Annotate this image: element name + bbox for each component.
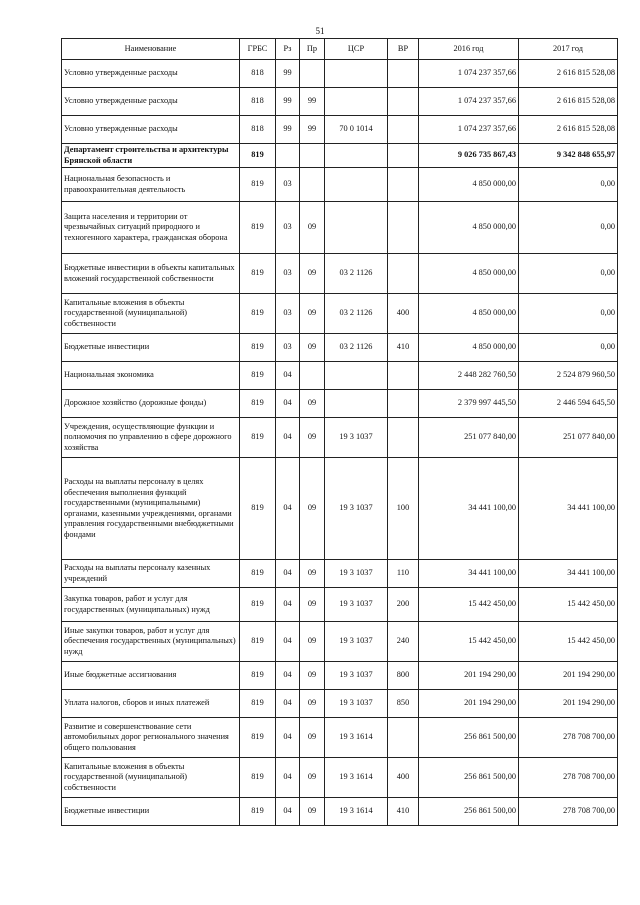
cell-grbs: 818 — [240, 88, 276, 116]
cell-vr — [388, 254, 419, 294]
cell-vr: 410 — [388, 798, 419, 826]
cell-vr: 800 — [388, 662, 419, 690]
cell-csr: 19 3 1037 — [325, 588, 388, 622]
cell-2016: 4 850 000,00 — [419, 168, 519, 202]
cell-rz: 03 — [276, 254, 300, 294]
cell-grbs: 819 — [240, 622, 276, 662]
cell-2017: 34 441 100,00 — [519, 458, 618, 560]
cell-grbs: 818 — [240, 60, 276, 88]
cell-2016: 1 074 237 357,66 — [419, 88, 519, 116]
cell-rz: 04 — [276, 622, 300, 662]
cell-2017: 2 446 594 645,50 — [519, 390, 618, 418]
cell-name: Бюджетные инвестиции в объекты капитальных вложений государственной собственности — [62, 254, 240, 294]
cell-name: Уплата налогов, сборов и иных платежей — [62, 690, 240, 718]
cell-2016: 1 074 237 357,66 — [419, 116, 519, 144]
cell-rz: 03 — [276, 202, 300, 254]
cell-rz: 04 — [276, 798, 300, 826]
cell-2017: 15 442 450,00 — [519, 588, 618, 622]
cell-pr: 09 — [300, 390, 325, 418]
cell-2017: 2 524 879 960,50 — [519, 362, 618, 390]
cell-grbs: 819 — [240, 758, 276, 798]
table-row — [62, 334, 618, 362]
cell-grbs: 819 — [240, 588, 276, 622]
cell-pr: 09 — [300, 718, 325, 758]
cell-rz: 04 — [276, 458, 300, 560]
cell-2016: 34 441 100,00 — [419, 458, 519, 560]
cell-name: Иные бюджетные ассигнования — [62, 662, 240, 690]
table-row — [62, 60, 618, 88]
cell-csr: 19 3 1037 — [325, 662, 388, 690]
cell-grbs: 819 — [240, 560, 276, 588]
cell-vr — [388, 60, 419, 88]
header-2016: 2016 год — [419, 39, 519, 60]
cell-grbs: 819 — [240, 690, 276, 718]
cell-vr — [388, 202, 419, 254]
cell-csr: 19 3 1614 — [325, 758, 388, 798]
cell-grbs: 819 — [240, 334, 276, 362]
cell-pr: 99 — [300, 116, 325, 144]
cell-rz: 04 — [276, 662, 300, 690]
cell-name: Условно утвержденные расходы — [62, 60, 240, 88]
cell-pr — [300, 362, 325, 390]
page-number: 51 — [315, 26, 325, 36]
table-row — [62, 662, 618, 690]
cell-rz: 04 — [276, 418, 300, 458]
cell-pr — [300, 168, 325, 202]
table-row — [62, 144, 618, 168]
cell-csr: 19 3 1037 — [325, 690, 388, 718]
cell-csr — [325, 362, 388, 390]
table-row — [62, 168, 618, 202]
cell-csr — [325, 88, 388, 116]
cell-2016: 2 379 997 445,50 — [419, 390, 519, 418]
cell-grbs: 819 — [240, 254, 276, 294]
cell-2017: 0,00 — [519, 294, 618, 334]
cell-pr: 09 — [300, 798, 325, 826]
cell-pr: 09 — [300, 758, 325, 798]
cell-csr — [325, 60, 388, 88]
cell-name: Закупка товаров, работ и услуг для государственных (муниципальных) нужд — [62, 588, 240, 622]
cell-pr: 09 — [300, 690, 325, 718]
cell-pr: 09 — [300, 662, 325, 690]
table-row — [62, 798, 618, 826]
cell-vr — [388, 418, 419, 458]
cell-rz: 04 — [276, 718, 300, 758]
cell-pr: 09 — [300, 622, 325, 662]
table-row — [62, 294, 618, 334]
cell-vr — [388, 116, 419, 144]
cell-name: Условно утвержденные расходы — [62, 116, 240, 144]
cell-2017: 278 708 700,00 — [519, 758, 618, 798]
cell-pr: 09 — [300, 294, 325, 334]
cell-name: Учреждения, осуществляющие функции и полномочия по управлению в сфере дорожного хозяйства — [62, 418, 240, 458]
cell-csr — [325, 390, 388, 418]
cell-name: Бюджетные инвестиции — [62, 334, 240, 362]
table-header-row — [62, 39, 618, 60]
cell-rz: 99 — [276, 60, 300, 88]
cell-pr: 09 — [300, 202, 325, 254]
cell-vr: 100 — [388, 458, 419, 560]
cell-2017: 9 342 848 655,97 — [519, 144, 618, 168]
cell-grbs: 819 — [240, 168, 276, 202]
header-2017: 2017 год — [519, 39, 618, 60]
cell-2016: 1 074 237 357,66 — [419, 60, 519, 88]
cell-rz: 04 — [276, 690, 300, 718]
cell-csr: 03 2 1126 — [325, 334, 388, 362]
cell-pr — [300, 144, 325, 168]
cell-2016: 201 194 290,00 — [419, 690, 519, 718]
cell-grbs: 819 — [240, 202, 276, 254]
cell-grbs: 818 — [240, 116, 276, 144]
table-row — [62, 116, 618, 144]
cell-grbs: 819 — [240, 662, 276, 690]
cell-rz: 03 — [276, 168, 300, 202]
table-row — [62, 254, 618, 294]
cell-csr — [325, 168, 388, 202]
cell-vr — [388, 88, 419, 116]
cell-rz: 04 — [276, 390, 300, 418]
cell-csr: 19 3 1037 — [325, 418, 388, 458]
cell-name: Департамент строительства и архитектуры Брянской области — [62, 144, 240, 168]
cell-csr: 19 3 1037 — [325, 458, 388, 560]
cell-2017: 0,00 — [519, 334, 618, 362]
cell-name: Национальная безопасность и правоохранительная деятельность — [62, 168, 240, 202]
cell-2017: 2 616 815 528,08 — [519, 88, 618, 116]
cell-2016: 4 850 000,00 — [419, 202, 519, 254]
cell-2016: 4 850 000,00 — [419, 254, 519, 294]
cell-vr: 110 — [388, 560, 419, 588]
table-row — [62, 418, 618, 458]
cell-name: Развитие и совершенствование сети автомобильных дорог регионального значения общего пользования — [62, 718, 240, 758]
cell-name: Условно утвержденные расходы — [62, 88, 240, 116]
table-row — [62, 690, 618, 718]
header-pr: Пр — [300, 39, 325, 60]
cell-2016: 256 861 500,00 — [419, 798, 519, 826]
cell-vr: 240 — [388, 622, 419, 662]
table-row — [62, 458, 618, 560]
table-row — [62, 560, 618, 588]
cell-2017: 0,00 — [519, 254, 618, 294]
cell-2016: 15 442 450,00 — [419, 588, 519, 622]
cell-csr — [325, 144, 388, 168]
cell-csr: 19 3 1614 — [325, 718, 388, 758]
cell-rz: 03 — [276, 334, 300, 362]
cell-rz: 99 — [276, 116, 300, 144]
cell-rz: 04 — [276, 560, 300, 588]
cell-grbs: 819 — [240, 458, 276, 560]
cell-2017: 34 441 100,00 — [519, 560, 618, 588]
cell-pr: 09 — [300, 560, 325, 588]
cell-rz: 04 — [276, 758, 300, 798]
cell-2016: 2 448 282 760,50 — [419, 362, 519, 390]
cell-2017: 201 194 290,00 — [519, 690, 618, 718]
cell-name: Расходы на выплаты персоналу в целях обеспечения выполнения функций государственными (муниципальными) органами, казенными учреждениями, органами управления государственными внебюджетными фондами — [62, 458, 240, 560]
cell-2017: 2 616 815 528,08 — [519, 116, 618, 144]
table-row — [62, 588, 618, 622]
cell-2016: 251 077 840,00 — [419, 418, 519, 458]
table-row — [62, 390, 618, 418]
cell-2017: 2 616 815 528,08 — [519, 60, 618, 88]
table-row — [62, 622, 618, 662]
cell-2016: 256 861 500,00 — [419, 718, 519, 758]
cell-pr: 09 — [300, 254, 325, 294]
cell-csr: 70 0 1014 — [325, 116, 388, 144]
cell-rz: 04 — [276, 588, 300, 622]
cell-2017: 15 442 450,00 — [519, 622, 618, 662]
header-csr: ЦСР — [325, 39, 388, 60]
table-row — [62, 88, 618, 116]
cell-2017: 201 194 290,00 — [519, 662, 618, 690]
cell-name: Иные закупки товаров, работ и услуг для обеспечения государственных (муниципальных) нужд — [62, 622, 240, 662]
cell-2017: 278 708 700,00 — [519, 798, 618, 826]
cell-rz: 04 — [276, 362, 300, 390]
cell-2017: 0,00 — [519, 202, 618, 254]
cell-name: Бюджетные инвестиции — [62, 798, 240, 826]
cell-2016: 256 861 500,00 — [419, 758, 519, 798]
cell-grbs: 819 — [240, 294, 276, 334]
cell-vr: 400 — [388, 758, 419, 798]
cell-2016: 4 850 000,00 — [419, 294, 519, 334]
cell-2017: 278 708 700,00 — [519, 718, 618, 758]
cell-vr: 400 — [388, 294, 419, 334]
cell-csr: 19 3 1614 — [325, 798, 388, 826]
cell-name: Дорожное хозяйство (дорожные фонды) — [62, 390, 240, 418]
cell-vr — [388, 168, 419, 202]
cell-pr: 99 — [300, 88, 325, 116]
cell-grbs: 819 — [240, 362, 276, 390]
header-vr: ВР — [388, 39, 419, 60]
cell-csr: 19 3 1037 — [325, 622, 388, 662]
cell-vr: 200 — [388, 588, 419, 622]
cell-2017: 251 077 840,00 — [519, 418, 618, 458]
cell-grbs: 819 — [240, 418, 276, 458]
cell-grbs: 819 — [240, 718, 276, 758]
cell-vr — [388, 718, 419, 758]
header-grbs: ГРБС — [240, 39, 276, 60]
cell-csr: 03 2 1126 — [325, 254, 388, 294]
header-name: Наименование — [62, 39, 240, 60]
table-row — [62, 718, 618, 758]
cell-2016: 4 850 000,00 — [419, 334, 519, 362]
cell-2017: 0,00 — [519, 168, 618, 202]
cell-pr — [300, 60, 325, 88]
cell-name: Национальная экономика — [62, 362, 240, 390]
table-row — [62, 758, 618, 798]
cell-csr: 19 3 1037 — [325, 560, 388, 588]
cell-grbs: 819 — [240, 390, 276, 418]
cell-2016: 201 194 290,00 — [419, 662, 519, 690]
cell-grbs: 819 — [240, 144, 276, 168]
cell-vr: 410 — [388, 334, 419, 362]
cell-2016: 15 442 450,00 — [419, 622, 519, 662]
table-row — [62, 202, 618, 254]
cell-2016: 9 026 735 867,43 — [419, 144, 519, 168]
header-rz: Рз — [276, 39, 300, 60]
cell-vr — [388, 144, 419, 168]
cell-grbs: 819 — [240, 798, 276, 826]
cell-2016: 34 441 100,00 — [419, 560, 519, 588]
cell-pr: 09 — [300, 458, 325, 560]
cell-pr: 09 — [300, 418, 325, 458]
cell-vr: 850 — [388, 690, 419, 718]
cell-pr: 09 — [300, 334, 325, 362]
table-row — [62, 362, 618, 390]
cell-rz — [276, 144, 300, 168]
table-body — [62, 60, 618, 826]
budget-table — [61, 38, 618, 826]
cell-csr: 03 2 1126 — [325, 294, 388, 334]
cell-name: Капитальные вложения в объекты государственной (муниципальной) собственности — [62, 758, 240, 798]
cell-rz: 03 — [276, 294, 300, 334]
cell-vr — [388, 390, 419, 418]
cell-vr — [388, 362, 419, 390]
cell-name: Расходы на выплаты персоналу казенных учреждений — [62, 560, 240, 588]
cell-csr — [325, 202, 388, 254]
cell-pr: 09 — [300, 588, 325, 622]
cell-name: Капитальные вложения в объекты государственной (муниципальной) собственности — [62, 294, 240, 334]
cell-name: Защита населения и территории от чрезвычайных ситуаций природного и техногенного характера, гражданская оборона — [62, 202, 240, 254]
cell-rz: 99 — [276, 88, 300, 116]
